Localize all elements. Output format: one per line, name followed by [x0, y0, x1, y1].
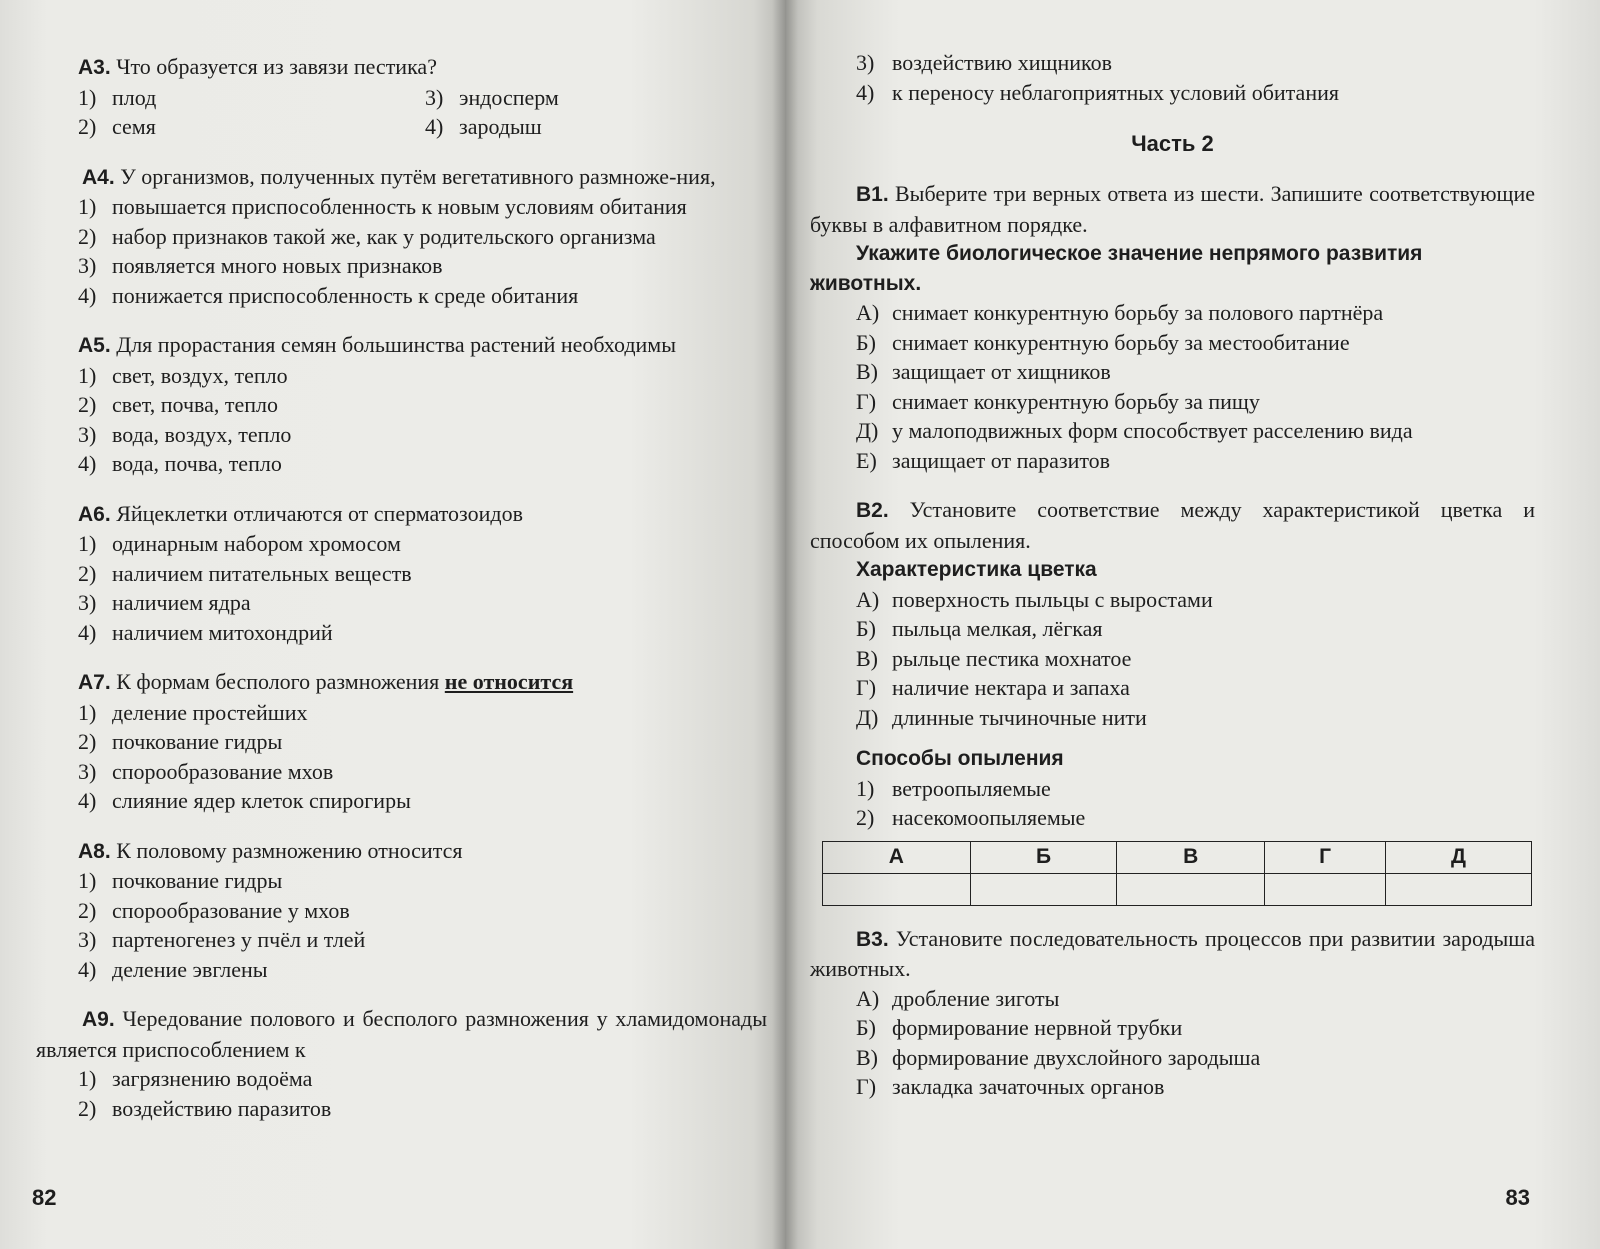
option: 2) свет, почва, тепло	[78, 392, 279, 417]
question-number: А4.	[82, 165, 115, 189]
page-number: 83	[1505, 1185, 1530, 1210]
option: Д) длинные тычиночные нити	[856, 704, 1147, 730]
question-a5	[36, 330, 767, 479]
table-header-cell: Б	[970, 841, 1117, 873]
answer-table	[822, 841, 1532, 906]
option: 4) понижается приспособленность к среде обитания	[78, 282, 579, 308]
subheading-flower-characteristics: Характеристика цветка	[856, 558, 1097, 581]
option: 3) партеногенез у пчёл и тлей	[78, 927, 366, 952]
subheading-pollination-methods: Способы опыления	[856, 747, 1064, 770]
answer-table-row	[823, 873, 1532, 905]
option: Б) формирование нервной трубки	[856, 1015, 1183, 1040]
option: 3) появляется много новых признаков	[78, 253, 443, 278]
question-b3	[810, 924, 1535, 1102]
question-text: У организмов, полученных путём вегетативного размноже-ния,	[120, 163, 716, 189]
question-a6	[36, 499, 767, 648]
question-number: В1.	[856, 183, 889, 206]
question-text: Установите соответствие между характеристикой цветка и способом их опыления.	[810, 497, 1535, 553]
option: В) защищает от хищников	[856, 359, 1111, 384]
question-text: К половому размножению относится	[116, 837, 463, 863]
option: 1) одинарным набором хромосом	[78, 531, 401, 556]
table-header-cell: А	[823, 841, 971, 873]
option: 2) воздействию паразитов	[78, 1095, 332, 1121]
question-a9	[36, 1004, 767, 1123]
option: Б) пыльца мелкая, лёгкая	[856, 616, 1103, 641]
option: 1) загрязнению водоёма	[78, 1066, 313, 1091]
page-number: 82	[32, 1185, 57, 1210]
option: В) формирование двухслойного зародыша	[856, 1044, 1261, 1070]
question-a7	[36, 667, 767, 816]
option: 4) зародыш	[425, 114, 542, 139]
answer-cell[interactable]	[1386, 873, 1532, 905]
option: Е) защищает от паразитов	[856, 447, 1111, 473]
question-b1	[810, 179, 1535, 475]
question-a3	[36, 52, 767, 142]
option: 1) свет, воздух, тепло	[78, 362, 288, 388]
book-gutter-shadow	[772, 0, 798, 1249]
option: Г) закладка зачаточных органов	[856, 1074, 1165, 1099]
question-b2	[810, 495, 1535, 906]
question-text: К формам бесполого размножения	[116, 669, 440, 694]
option: Г) снимает конкурентную борьбу за пищу	[856, 388, 1260, 414]
option: 2) спорообразование у мхов	[78, 897, 350, 923]
option: 2) набор признаков такой же, как у родительского организма	[78, 223, 656, 249]
option: 4) наличием митохондрий	[78, 619, 333, 645]
question-text: Яйцеклетки отличаются от сперматозоидов	[116, 500, 523, 526]
option: Г) наличие нектара и запаха	[856, 675, 1130, 700]
option: 4) вода, почва, тепло	[78, 451, 282, 476]
question-number: А8.	[78, 839, 111, 863]
a9-continued-options	[810, 48, 1535, 107]
option: 2) насекомоопыляемые	[856, 805, 1086, 830]
section-title: Часть 2	[1131, 131, 1214, 156]
answer-cell[interactable]	[970, 873, 1117, 905]
option: А) снимает конкурентную борьбу за полового партнёра	[856, 300, 1384, 325]
option: 3) вода, воздух, тепло	[78, 421, 292, 447]
option: Б) снимает конкурентную борьбу за местообитание	[856, 329, 1350, 355]
table-header-cell: В	[1117, 841, 1265, 873]
question-text: Что образуется из завязи пестика?	[116, 54, 437, 79]
question-text: Установите последовательность процессов при развитии зародыша животных.	[810, 925, 1535, 981]
question-text: Для прорастания семян большинства растений необходимы	[116, 332, 676, 357]
question-number: А9.	[82, 1008, 115, 1031]
answer-cell[interactable]	[1117, 873, 1265, 905]
option: 1) почкование гидры	[78, 868, 283, 893]
option: 2) наличием питательных веществ	[78, 560, 412, 586]
question-a4	[36, 162, 767, 311]
option: 3) воздействию хищников	[856, 50, 1112, 75]
answer-cell[interactable]	[1265, 873, 1386, 905]
table-header-cell: Д	[1386, 841, 1532, 873]
option: 3) эндосперм	[425, 84, 559, 110]
left-page	[0, 0, 785, 1249]
table-header-cell: Г	[1265, 841, 1386, 873]
option: 3) спорообразование мхов	[78, 758, 334, 784]
option: 1) повышается приспособленность к новым условиям обитания	[78, 194, 687, 219]
question-text: Выберите три верных ответа из шести. Запишите соответствующие буквы в алфавитном порядке.	[810, 181, 1535, 237]
question-bold-text: Укажите биологическое значение непрямого развития животных.	[810, 242, 1423, 295]
answer-table-header	[823, 841, 1532, 873]
option: 2) семя	[78, 114, 156, 139]
option: А) поверхность пыльцы с выростами	[856, 586, 1213, 612]
answer-cell[interactable]	[823, 873, 971, 905]
option: 1) деление простейших	[78, 699, 308, 725]
option: 4) деление эвглены	[78, 956, 268, 982]
option: 3) наличием ядра	[78, 590, 251, 615]
question-a8	[36, 836, 767, 985]
option: 2) почкование гидры	[78, 729, 283, 754]
option: 1) ветроопыляемые	[856, 775, 1051, 801]
option: 4) слияние ядер клеток спирогиры	[78, 788, 411, 813]
question-number: А3.	[78, 56, 111, 79]
question-text: Чередование полового и бесполого размножения у хламидомонады является приспособлением к	[36, 1006, 767, 1062]
option: 1) плод	[78, 84, 157, 110]
question-number: А5.	[78, 334, 111, 357]
right-page	[785, 0, 1600, 1249]
emphasis-not: не относится	[444, 669, 574, 694]
option: 4) к переносу неблагоприятных условий обитания	[856, 79, 1339, 105]
option: Д) у малоподвижных форм способствует расселению вида	[856, 418, 1413, 443]
question-number: А6.	[78, 502, 111, 526]
question-number: В2.	[856, 499, 889, 522]
question-number: А7.	[78, 671, 111, 694]
question-number: В3.	[856, 927, 889, 951]
option: В) рыльце пестика мохнатое	[856, 645, 1132, 671]
option: А) дробление зиготы	[856, 985, 1060, 1011]
